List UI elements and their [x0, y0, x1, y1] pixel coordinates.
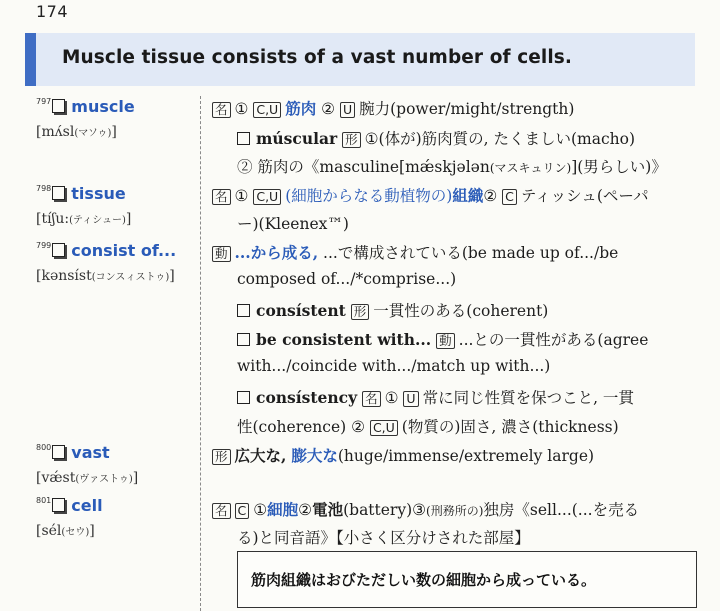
- kana-reading: (ヴァストゥ): [75, 474, 133, 485]
- def-line: 名 ① C,U 筋肉 ② U 腕力(power/might/strength): [212, 97, 574, 119]
- countability-badge: C,U: [253, 189, 281, 205]
- def-line: ② 筋肉の《masculine[mǽskjələn(マスキュリン)](男らしい)》: [237, 158, 667, 176]
- headword-vast: [36, 443, 110, 462]
- def-line: consístent 形 一貫性のある(coherent): [237, 299, 548, 321]
- entry-number: 798: [36, 184, 52, 193]
- countability-badge: C: [235, 503, 250, 519]
- bracket: ]: [169, 268, 175, 284]
- example-sentence-box: [237, 551, 697, 608]
- headword-text: cell: [71, 496, 103, 515]
- pos-verb-badge: 動: [436, 333, 455, 349]
- kana-reading: (コンスィストゥ): [91, 272, 170, 283]
- kana-reading: (セウ): [61, 527, 90, 538]
- def-line: with.../coincide with.../match up with...): [237, 357, 551, 375]
- bracket: ]: [125, 211, 132, 227]
- headword-cell: [36, 496, 103, 515]
- entry-number: 800: [36, 443, 52, 452]
- ipa: [mʌ́sl: [36, 124, 75, 140]
- def-line: ー)(Kleenex™): [237, 215, 349, 233]
- countability-badge: U: [340, 102, 355, 118]
- headword-muscle: [36, 97, 135, 116]
- sentence-banner: [25, 33, 695, 86]
- def-line: 名 ① C,U (細胞からなる動植物の)組織② C ティッシュ(ペーパ: [212, 184, 649, 206]
- entry-number: 797: [36, 97, 52, 106]
- checkbox-icon[interactable]: [237, 391, 250, 404]
- headword-tissue: [36, 184, 126, 203]
- pronunciation-consist: [36, 268, 175, 284]
- checkbox-icon[interactable]: [237, 333, 250, 346]
- example-sentence: 筋肉組織はおびただしい数の細胞から成っている。: [251, 571, 597, 589]
- entry-number: 801: [36, 496, 52, 505]
- headword-text: consist of...: [71, 241, 177, 260]
- pos-verb-badge: 動: [212, 246, 231, 262]
- headword-text: tissue: [71, 184, 126, 203]
- checkbox-icon[interactable]: [237, 132, 250, 145]
- headword-text: vast: [71, 443, 110, 462]
- headword-consist-of: [36, 241, 176, 260]
- def-line: múscular 形 ①(体が)筋肉質の, たくましい(macho): [237, 127, 635, 149]
- checkbox-icon[interactable]: [52, 243, 65, 257]
- entry-number: 799: [36, 241, 52, 250]
- meaning-highlight: 筋肉: [285, 99, 317, 118]
- column-divider: [200, 96, 201, 611]
- pos-noun-badge: 名: [212, 189, 231, 205]
- banner-title: Muscle tissue consists of a vast number of cells.: [62, 47, 573, 68]
- def-line: 形 広大な, 膨大な(huge/immense/extremely large): [212, 444, 594, 466]
- def-line: 動 ...から成る, ...で構成されている(be made up of.../be: [212, 241, 618, 263]
- kana-reading: (マソゥ): [74, 128, 112, 139]
- bracket: ]: [111, 124, 117, 140]
- pronunciation-cell: [36, 523, 95, 539]
- pos-noun-badge: 名: [212, 102, 231, 118]
- kana-reading: (ティシュー): [69, 215, 126, 226]
- countability-badge: C: [502, 189, 517, 205]
- pronunciation-muscle: [36, 124, 117, 140]
- pos-adj-badge: 形: [342, 132, 361, 148]
- def-line: 性(coherence) ② C,U (物質の)固さ, 濃さ(thickness): [237, 418, 619, 436]
- ipa: [sél: [36, 523, 62, 539]
- headword-text: muscle: [71, 97, 135, 116]
- pronunciation-vast: [36, 470, 138, 486]
- def-line: composed of.../*comprise...): [237, 270, 457, 288]
- bracket: ]: [132, 470, 139, 486]
- ipa: [kənsíst: [36, 268, 92, 284]
- countability-badge: C,U: [253, 102, 281, 118]
- countability-badge: C,U: [370, 420, 398, 436]
- pronunciation-tissue: [36, 211, 131, 227]
- pos-noun-badge: 名: [212, 503, 231, 519]
- checkbox-icon[interactable]: [237, 304, 250, 317]
- checkbox-icon[interactable]: [52, 498, 65, 512]
- checkbox-icon[interactable]: [52, 445, 65, 459]
- checkbox-icon[interactable]: [52, 186, 65, 200]
- def-line: 名 C ①細胞②電池(battery)③(刑務所の)独房《sell...(...を売る: [212, 498, 639, 520]
- bracket: ]: [89, 523, 95, 539]
- pos-adj-badge: 形: [351, 304, 370, 320]
- ipa: [tíʃu:: [36, 211, 70, 227]
- def-line: る)と同音語》【小さく区分けされた部屋】: [237, 529, 530, 547]
- pos-noun-badge: 名: [362, 391, 381, 407]
- ipa: [vǽst: [36, 470, 76, 486]
- def-line: be consistent with... 動 ...との一貫性がある(agree: [237, 328, 648, 350]
- page-number: 174: [36, 2, 69, 21]
- pos-adj-badge: 形: [212, 449, 231, 465]
- def-line: consístency 名 ① U 常に同じ性質を保つこと, 一貫: [237, 386, 634, 408]
- countability-badge: U: [403, 391, 418, 407]
- checkbox-icon[interactable]: [52, 99, 65, 113]
